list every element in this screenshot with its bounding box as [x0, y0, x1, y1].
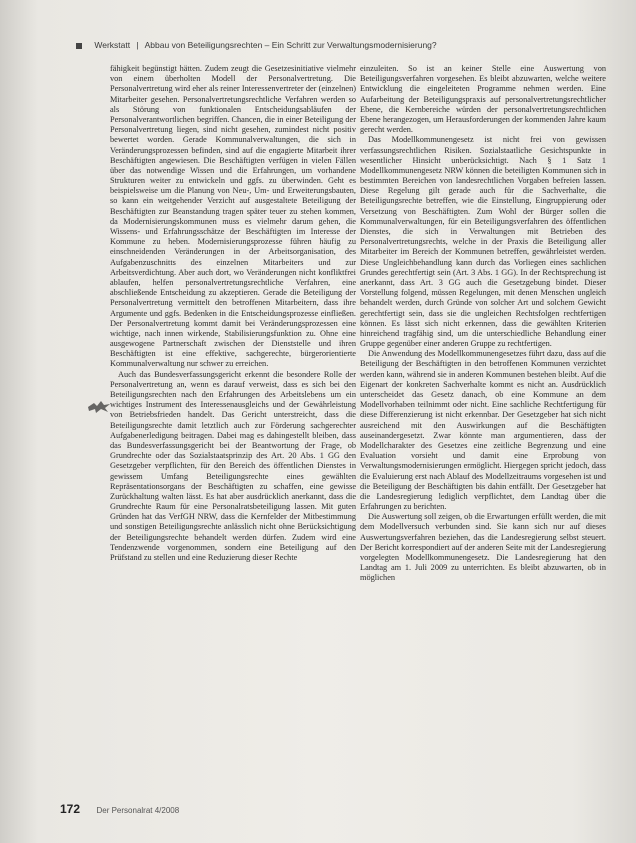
paragraph: fähigkeit begünstigt hätten. Zudem zeugt die Gesetzesinitiative vielmehr von einem überholten Modell der Personalvertretung. Die Personalvertretung wird eher als reiner Interessenvertreter der (einzelnen) Mitarbeiter gesehen. Personalvertretungsrechtliche Verfahren werden so als Störung von funktionalen Entscheidungsabläufen der Personalverantwortlichen begriffen. Chancen, die in einer Beteiligung der Personalvertretung liegen, sind nicht gesehen, zumindest nicht positiv bewertet worden. Gerade Kommunalverwaltungen, die sich in Veränderungsprozessen befinden, sind auf die engagierte Mitarbeit ihrer Beschäftigten angewiesen. Die Beschäftigten verfügen in vielen Fällen über das notwendige Wissen und die Erfahrungen, um vorhandene Strukturen weiter zu entwickeln und ggfs. zu überwinden. Geht es beispielsweise um die Planung von Neu-, Um- und Erweiterungsbauten, so kann ein weitgehender Verzicht auf ausgestaltete Beteiligung der Beschäftigten zur Beanstandung tragen später teuer zu stehen kommen, da Modernisierungskommunen muss es vielmehr darum gehen, die Wissens- und Erfahrungsschätze der Beschäftigten im Interesse der Kommune zu heben. Modernisierungsprozesse führen häufig zu einschneidenden Veränderungen in der Arbeitsorganisation, des Aufgabenzuschnitts des einzelnen Mitarbeiters und zur Arbeitsverdichtung. Aber auch dort, wo Veränderungen nicht konfliktfrei ablaufen, helfen personalvertretungsrechtliche Verfahren, eine abschließende Entscheidung zu akzeptieren. Gerade die Beteiligung der Personalvertretung vermittelt den betroffenen Mitarbeitern, dass ihre Argumente und ggfs. Bedenken in die Entscheidungsprozesse einfließen. Der Personalvertretung kommt damit bei Veränderungsprozessen eine wichtige, nach innen wirkende, Stabilisierungsfunktion zu. Ohne eine ausgewogene Partnerschaft zwischen der Dienststelle und ihren Beschäftigten ist eine effektive, sachgerechte, bürgerorientierte Kommunalverwaltung nur schwer zu erreichen. — [110, 64, 356, 369]
header-section: Werkstatt — [94, 40, 131, 50]
paragraph: Die Anwendung des Modellkommunengesetzes führt dazu, dass auf die Beteiligung der Beschäftigten in den betroffenen Kommunen verzichtet werden kann, während sie in anderen Kommunen bestehen bleibt. Auf die Eigenart der konkreten Sachverhalte kommt es nicht an. Ausdrücklich unterscheidet das Gesetz danach, ob eine Kommune an dem Modellvorhaben teilnimmt oder nicht. Eine sachliche Rechtfertigung für diese Differenzierung ist nicht erkennbar. Der Gesetzgeber hat sich nicht ausreichend mit den Auswirkungen auf die Beschäftigten auseinandergesetzt. Zwar könnte man argumentieren, dass der Modellcharakter des Gesetzes eine zeitliche Begrenzung und eine Evaluation vorsieht und damit eine Erprobung von Verwaltungsmodernisierungen ermöglicht. Hiergegen spricht jedoch, dass die Evaluierung erst nach Ablauf des Modellzeitraums vorgesehen ist und die Beteiligung der Beschäftigten bis dahin entfällt. Der Gesetzgeber hat die Landesregierung lediglich verpflichtet, dem Landtag über die Erfahrungen zu berichten. — [360, 349, 606, 512]
journal-name: Der Personalrat 4/2008 — [96, 806, 180, 815]
text-column-right — [360, 64, 606, 804]
header-title: Abbau von Beteiligungsrechten – Ein Schritt zur Verwaltungsmodernisierung? — [144, 40, 437, 50]
paragraph: einzuleiten. So ist an keiner Stelle eine Auswertung von Beteiligungsverfahren vorgesehen. Es bleibt abzuwarten, welche weitere Entwicklung die eingeleiteten Programme nehmen werden. Eine Aufarbeitung der Beteiligungspraxis auf personalvertretungsrechtlicher Ebene, die Kernbereiche würden der personalvertretungsrechtlichen Ebene herangezogen, um Herausforderungen der kommenden Jahre kaum gerecht werden. — [360, 64, 606, 135]
paragraph: Auch das Bundesverfassungsgericht erkennt die besondere Rolle der Personalvertretung an, wenn es darauf verweist, dass es sich bei den Beteiligungsrechten nach den Erfahrungen des Arbeitslebens um ein wichtiges Instrument des Interessenausgleichs und der Gewährleistung von Betriebsfrieden handelt. Das Gericht unterstreicht, dass die Beteiligungsrechte damit letztlich auch zur Förderung sachgerechter Aufgabenerledigung beitragen. Dabei mag es dahingestellt bleiben, dass das Bundesverfassungsgericht bei der Beantwortung der Frage, ob Grundrechte oder das Sozialstaatsprinzip des Art. 20 Abs. 1 GG den Gesetzgeber verpflichten, für den Bereich des öffentlichen Dienstes in gewissem Umfang Beteiligungsrechte eines gewählten Repräsentationsorgans der Beschäftigten zu schaffen, eine gewisse Zurückhaltung walten lässt. Es hat aber ausdrücklich anerkannt, dass die Grundrechte Raum für eine Personalratsbeteiligung lassen. Mit guten Gründen hat das VerfGH NRW, dass die Kernfelder der Mitbestimmung und sonstigen Beteiligungsrechte anlässlich nicht ohne Berücksichtigung der Beteiligungsrechte behandelt werden dürfen. Zudem wird eine Tendenzwende vorgenommen, sondern eine Beteiligung auf den Prüfstand zu stellen und eine Reduzierung dieser Rechte — [110, 369, 356, 562]
paragraph: Das Modellkommunengesetz ist nicht frei von gewissen verfassungsrechtlichen Risiken. Sozialstaatliche Gesichtspunkte in wesentlicher Hinsicht unberücksichtigt. Nach § 1 Satz 1 Modellkommunengesetz NRW können die beteiligten Kommunen sich in bestimmten Bereichen von landesrechtlichen Vorgaben befreien lassen. Diese Regelung gilt gerade auch für die Sachverhalte, die Beteiligungsrechte betreffen, wie die Einstellung, Eingruppierung oder Versetzung von Beschäftigten. Zum Wohl der Bürger sollen die Kommunalverwaltungen, für ein Beteiligungsverfahren des öffentlichen Dienstes, die sich in Verwaltungen mit Betrieben des Personalvertretungsrechts, welche in der Praxis die Beteiligung aller Mitarbeiter im Bereich der Kommunen betreffen, gewährleistet werden. Diese Ungleichbehandlung kann durch das Vorliegen eines sachlichen Grundes gerechtfertigt sein (Art. 3 Abs. 1 GG). In der Rechtsprechung ist anerkannt, dass Art. 3 GG auch die Gesetzgebung bindet. Dieser Vorstellung folgend, müssen Regelungen, mit denen Menschen ungleich behandelt werden, durch Gründe von solcher Art und solchem Gewicht gerechtfertigt sein, dass sie die ungleichen Rechtsfolgen rechtfertigen können. Es lässt sich nicht erkennen, dass die gewählten Kriterien hinreichend tragfähig sind, um die unterschiedliche Behandlung einer Gruppe gegenüber einer anderen Gruppe zu rechtfertigen. — [360, 135, 606, 349]
page-number: 172 — [60, 802, 81, 816]
paragraph: Die Auswertung soll zeigen, ob die Erwartungen erfüllt werden, die mit dem Modellversuch verbunden sind. Sie kann sich nur auf dieses Auswertungsverfahren beziehen, das die Landesregierung selbst steuert. Der Bericht korrespondiert auf der anderen Seite mit der Landesregierung vorgelegten Modellkommunengesetz. Die Landesregierung hat den Landtag am 1. Juli 2009 zu unterrichten. Es bleibt abzuwarten, ob in möglichen — [360, 512, 606, 583]
header-square-icon — [76, 43, 82, 49]
header-separator: | — [136, 40, 139, 50]
ink-stain-icon — [86, 398, 112, 414]
page-footer — [60, 800, 360, 816]
text-column-left — [110, 64, 356, 804]
running-header — [76, 40, 546, 54]
